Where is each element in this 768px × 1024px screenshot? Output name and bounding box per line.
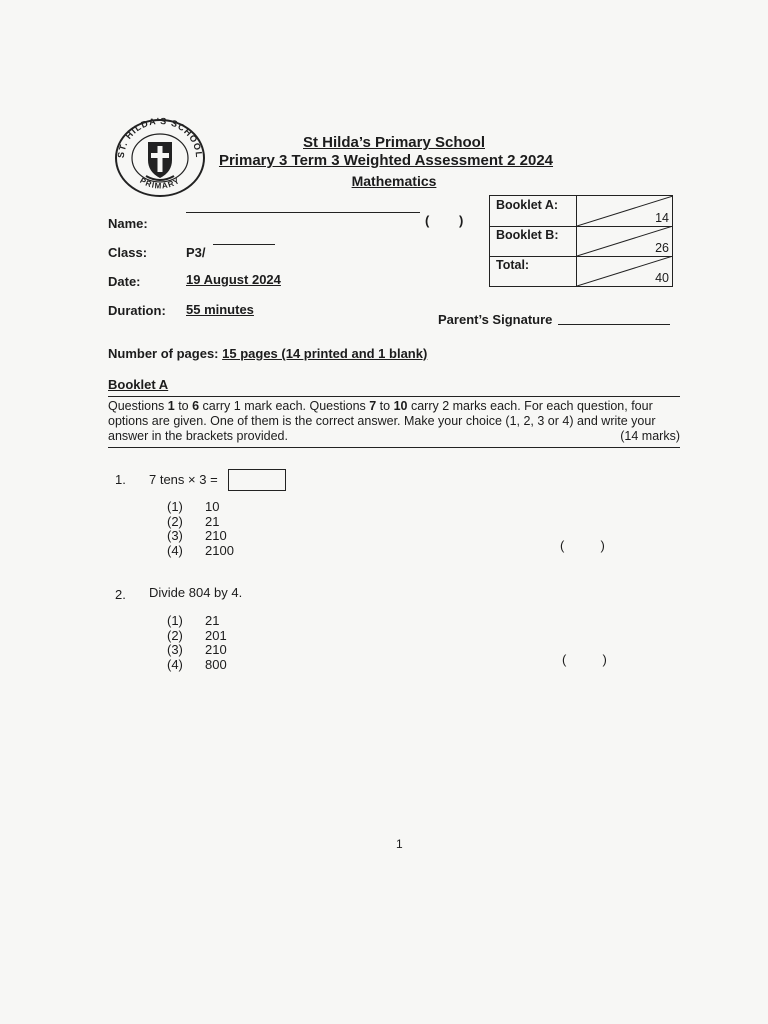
date-label: Date: bbox=[108, 274, 141, 289]
class-value: P3/ bbox=[186, 245, 206, 260]
instr-bold: 6 bbox=[192, 399, 200, 413]
question-2-answer-brackets[interactable]: ( ) bbox=[562, 652, 607, 667]
option-number: (3) bbox=[167, 528, 183, 543]
option-value: 201 bbox=[205, 627, 227, 643]
instr-text: carry 2 marks each. For each question, four options are given. One of them is the correct answer. Make your choice (1, 2, 3 or 4) and write your answer in the brackets provided. bbox=[108, 399, 656, 443]
page-number: 1 bbox=[396, 837, 403, 851]
marks-table bbox=[489, 195, 673, 287]
option-value: 2100 bbox=[205, 542, 234, 558]
question-1-options bbox=[167, 500, 234, 558]
option-value: 21 bbox=[205, 613, 220, 628]
pages-label: Number of pages: bbox=[108, 346, 219, 361]
instr-bold: 10 bbox=[393, 399, 408, 413]
question-1-number: 1. bbox=[115, 472, 126, 487]
option-number: (4) bbox=[167, 656, 183, 672]
marks-row-label: Total: bbox=[496, 258, 530, 272]
marks-row-total bbox=[490, 256, 672, 286]
option-item bbox=[167, 658, 227, 673]
duration-value: 55 minutes bbox=[186, 302, 254, 317]
option-value: 800 bbox=[205, 656, 227, 672]
instr-text: to bbox=[376, 399, 394, 413]
question-2-options bbox=[167, 614, 227, 672]
option-number: (3) bbox=[167, 642, 183, 657]
school-crest-logo bbox=[112, 116, 208, 198]
option-item bbox=[167, 629, 227, 644]
option-value: 210 bbox=[205, 528, 227, 543]
option-number: (1) bbox=[167, 613, 183, 628]
instr-text: Questions bbox=[108, 399, 168, 413]
option-value: 21 bbox=[205, 513, 220, 529]
marks-total-value: 26 bbox=[655, 241, 669, 255]
marks-row-label: Booklet A: bbox=[496, 198, 559, 212]
marks-row-booklet-a bbox=[490, 196, 672, 227]
instructions-box bbox=[108, 396, 680, 448]
marks-total-value: 40 bbox=[655, 271, 669, 285]
option-value: 10 bbox=[205, 499, 220, 514]
option-number: (2) bbox=[167, 627, 183, 643]
option-item bbox=[167, 643, 227, 658]
parent-signature-line[interactable] bbox=[558, 324, 670, 325]
number-of-pages bbox=[108, 346, 427, 361]
register-bracket-close: ) bbox=[459, 213, 464, 228]
option-item bbox=[167, 515, 234, 530]
svg-text:PRIMARY bbox=[138, 176, 181, 191]
name-label: Name: bbox=[108, 216, 148, 231]
class-field-line[interactable] bbox=[213, 244, 275, 245]
question-2-number: 2. bbox=[115, 587, 126, 602]
option-number: (1) bbox=[167, 499, 183, 514]
marks-cell bbox=[576, 256, 673, 286]
assessment-title: Primary 3 Term 3 Weighted Assessment 2 2024 bbox=[218, 152, 554, 169]
booklet-a-heading: Booklet A bbox=[108, 377, 169, 392]
option-number: (4) bbox=[167, 542, 183, 558]
option-item bbox=[167, 614, 227, 629]
option-item bbox=[167, 500, 234, 515]
duration-label: Duration: bbox=[108, 303, 166, 318]
instr-bold: 7 bbox=[369, 399, 377, 413]
class-label: Class: bbox=[108, 245, 148, 260]
register-bracket-open: ( bbox=[425, 213, 430, 228]
instr-text: to bbox=[174, 399, 193, 413]
marks-row-booklet-b bbox=[490, 226, 672, 257]
instr-bold: 1 bbox=[167, 399, 175, 413]
pages-value: 15 pages (14 printed and 1 blank) bbox=[222, 346, 428, 361]
question-1-text: 7 tens × 3 = bbox=[149, 472, 218, 487]
logo-text-top: ST. HILDA'S SCHOOL bbox=[115, 116, 205, 159]
option-item bbox=[167, 529, 234, 544]
option-value: 210 bbox=[205, 642, 227, 657]
logo-text-bottom: PRIMARY bbox=[138, 176, 182, 191]
school-name: St Hilda’s Primary School bbox=[303, 134, 485, 151]
marks-row-label: Booklet B: bbox=[496, 228, 559, 242]
question-1-answer-box[interactable] bbox=[228, 469, 286, 491]
instr-text: carry 1 mark each. Questions bbox=[199, 399, 370, 413]
option-number: (2) bbox=[167, 513, 183, 529]
parent-signature-label: Parent’s Signature bbox=[438, 312, 553, 327]
question-2-text: Divide 804 by 4. bbox=[149, 585, 243, 600]
question-1-answer-brackets[interactable]: ( ) bbox=[560, 538, 605, 553]
instructions-marks: (14 marks) bbox=[620, 429, 680, 443]
marks-cell bbox=[576, 226, 673, 256]
option-item bbox=[167, 544, 234, 559]
date-value: 19 August 2024 bbox=[186, 272, 281, 287]
subject-title: Mathematics bbox=[351, 173, 437, 189]
marks-cell bbox=[576, 196, 673, 226]
name-field-line[interactable] bbox=[186, 212, 420, 213]
marks-total-value: 14 bbox=[655, 211, 669, 225]
